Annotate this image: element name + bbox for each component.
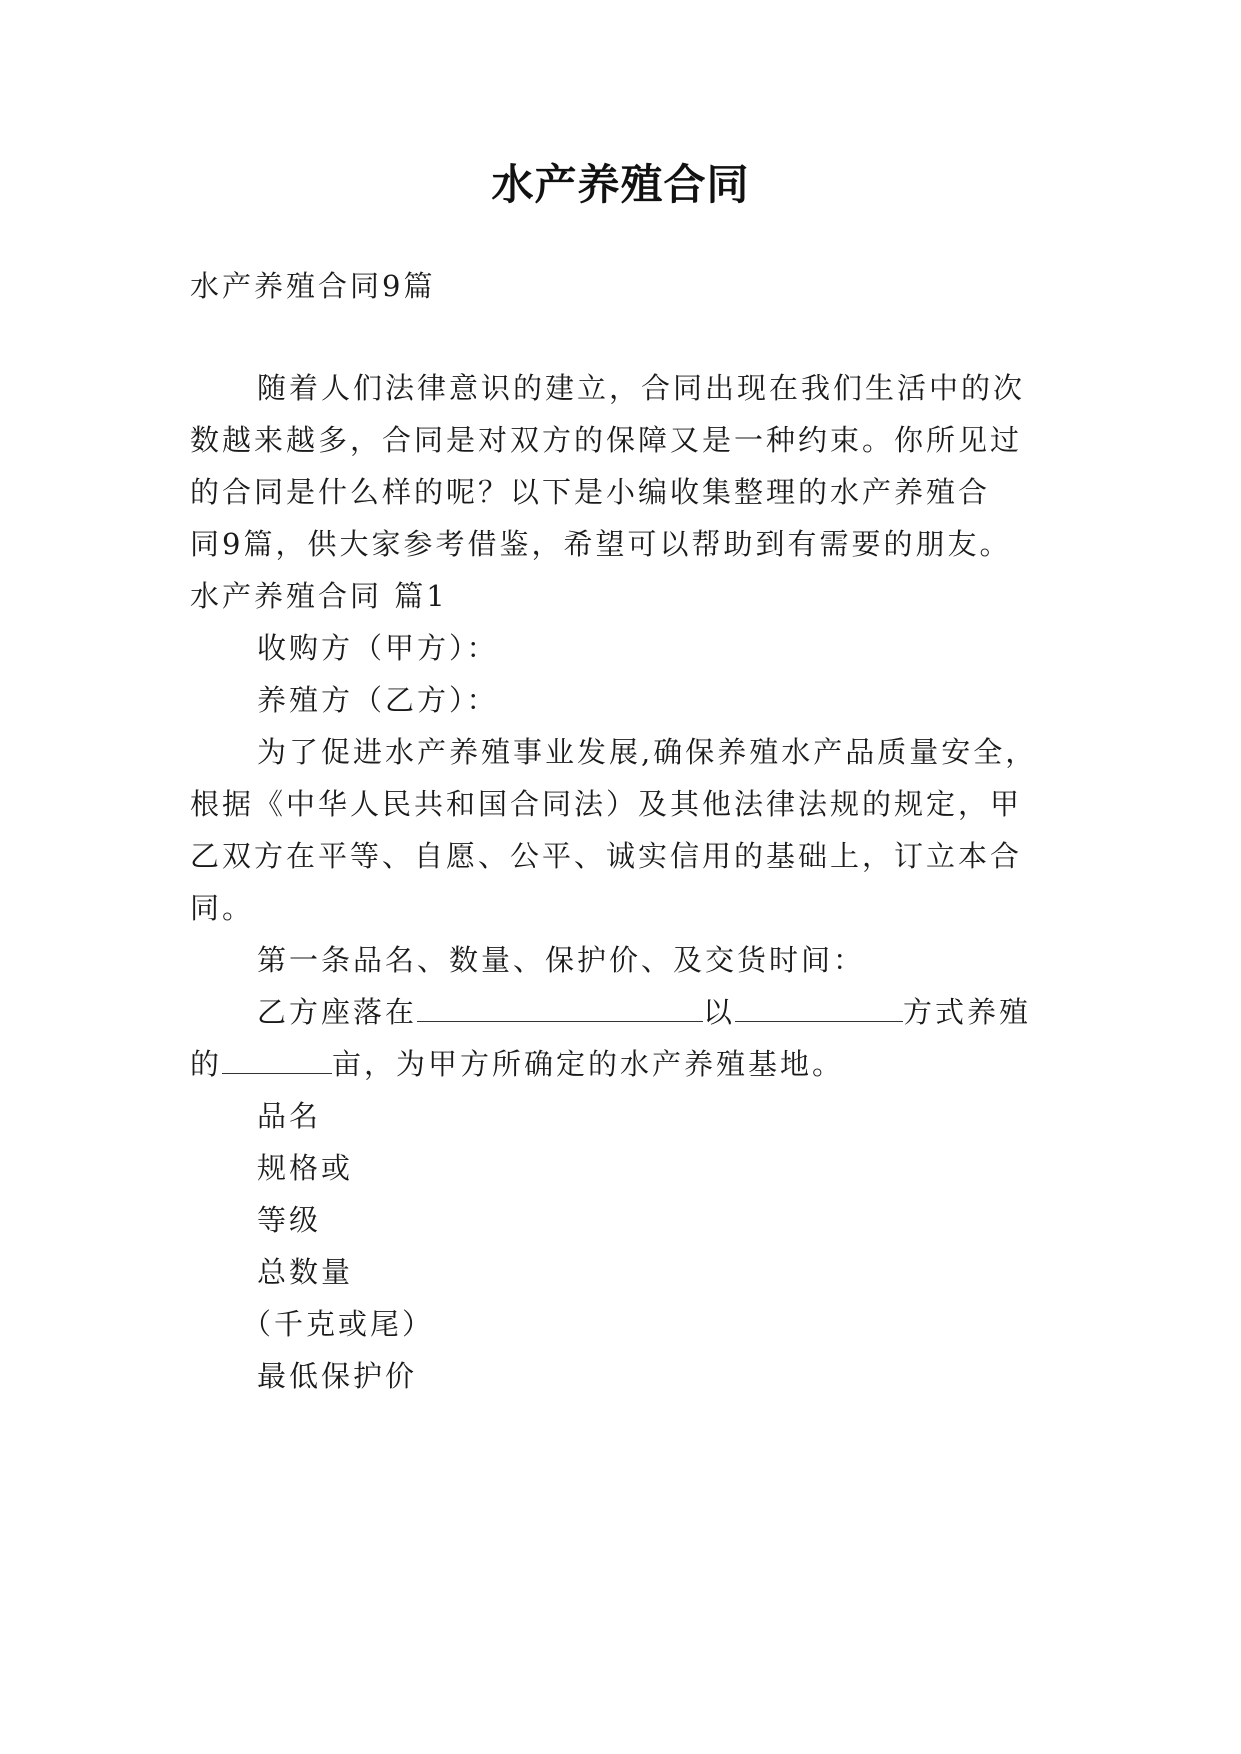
- location-text-4: 的: [190, 1047, 223, 1081]
- document-subtitle: 水产养殖合同9篇: [190, 269, 436, 303]
- area-blank: [222, 1045, 332, 1074]
- location-text-1: 乙方座落在: [257, 995, 418, 1029]
- location-line-1: [257, 992, 1031, 1032]
- table-label-unit: （千克或尾）: [242, 1307, 435, 1341]
- location-text-3: 方式养殖: [903, 995, 1032, 1029]
- location-blank: [417, 993, 703, 1022]
- method-blank: [735, 993, 903, 1022]
- party-b-label: 养殖方（乙方）：: [257, 683, 499, 717]
- location-text-2: 以: [703, 995, 736, 1029]
- article-1-heading: 第一条品名、数量、保护价、及交货时间：: [257, 943, 866, 977]
- table-label-min-price: 最低保护价: [257, 1359, 418, 1393]
- table-label-spec: 规格或: [257, 1151, 354, 1185]
- table-label-product-name: 品名: [257, 1099, 322, 1133]
- purpose-line-2: 根据《中华人民共和国合同法）及其他法律法规的规定，甲: [190, 787, 1023, 821]
- intro-line-1: 随着人们法律意识的建立，合同出现在我们生活中的次: [257, 371, 1026, 405]
- section-heading: 水产养殖合同 篇1: [190, 579, 448, 613]
- purpose-line-4: 同。: [190, 891, 255, 925]
- document-title: 水产养殖合同: [491, 160, 750, 209]
- intro-line-2: 数越来越多，合同是对双方的保障又是一种约束。你所见过: [190, 423, 1023, 457]
- location-line-2: [190, 1044, 844, 1084]
- party-a-label: 收购方（甲方）：: [257, 631, 499, 665]
- purpose-line-1: 为了促进水产养殖事业发展,确保养殖水产品质量安全，: [257, 735, 1038, 769]
- table-label-total-quantity: 总数量: [257, 1255, 354, 1289]
- table-label-grade: 等级: [257, 1203, 322, 1237]
- location-text-5: 亩，为甲方所确定的水产养殖基地。: [332, 1047, 845, 1081]
- intro-line-4: 同9篇，供大家参考借鉴，希望可以帮助到有需要的朋友。: [190, 527, 1012, 561]
- purpose-line-3: 乙双方在平等、自愿、公平、诚实信用的基础上，订立本合: [190, 839, 1023, 873]
- intro-line-3: 的合同是什么样的呢？以下是小编收集整理的水产养殖合: [190, 475, 991, 509]
